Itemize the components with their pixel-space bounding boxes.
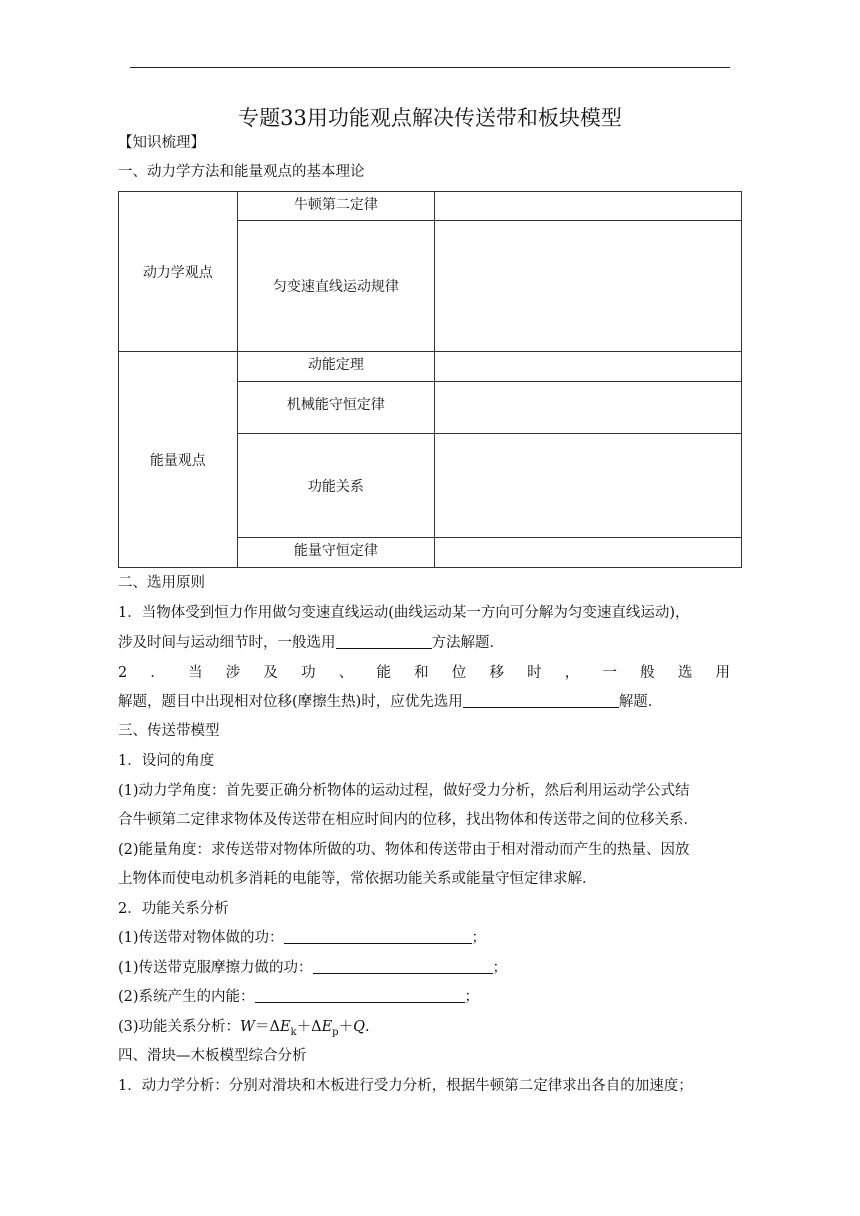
justified-token: 用 (715, 665, 730, 681)
row-label: 牛顿第二定律 (237, 192, 434, 221)
justified-token: 移 (489, 665, 504, 681)
row-label: 功能关系 (237, 434, 434, 538)
row-label: 动能定理 (237, 352, 434, 382)
row-blank-cell (435, 434, 742, 538)
row-blank-cell (435, 352, 742, 382)
fill-line (118, 987, 479, 1007)
symbol-e: E (321, 1019, 333, 1035)
formula-line (118, 1017, 370, 1043)
paragraph-line: 上物体而使电动机多消耗的电能等，常依据功能关系或能量守恒定律求解． (118, 871, 597, 887)
header-rule (130, 67, 730, 68)
subscript: p (332, 1026, 339, 1038)
symbol-w: W (240, 1019, 255, 1035)
subscript: k (290, 1026, 297, 1038)
text: ； (492, 960, 508, 976)
fill-blank (313, 958, 493, 974)
justified-token: 时 (527, 665, 542, 681)
fill-blank (463, 692, 619, 708)
text: ＝Δ (254, 1019, 280, 1035)
paragraph-line: 1．动力学分析：分别对滑块和木板进行受力分析，根据牛顿第二定律求出各自的加速度； (118, 1078, 693, 1094)
row-blank-cell (435, 192, 742, 221)
row-label: 能量守恒定律 (237, 538, 434, 568)
text: 涉及时间与运动细节时，一般选用 (118, 635, 336, 651)
fill-line (118, 958, 507, 978)
row-blank-cell (435, 382, 742, 434)
justified-token: 和 (414, 665, 429, 681)
row-label: 匀变速直线运动规律 (237, 221, 434, 352)
justified-token: 般 (640, 665, 655, 681)
text: ； (471, 930, 487, 946)
justified-token: 当 (188, 665, 203, 681)
principle1-line2 (118, 633, 504, 653)
paragraph-line: (2)能量角度：求传送带对物体所做的功、物体和传送带由于相对滑动而产生的热量、因放 (118, 842, 690, 858)
section1-heading: 一、动力学方法和能量观点的基本理论 (118, 164, 365, 180)
text: 解题． (618, 694, 663, 710)
principle1-line1: 1．当物体受到恒力作用做匀变速直线运动(曲线运动某一方向可分解为匀变速直线运动)， (118, 605, 690, 621)
fill-blank (284, 928, 472, 944)
section4-heading: 四、滑块—木板模型综合分析 (118, 1048, 307, 1064)
justified-token: 位 (451, 665, 467, 681)
justified-token: ． (150, 665, 165, 681)
principle2-line1 (118, 663, 730, 683)
principle2-line2 (118, 692, 662, 712)
text: ＋ (338, 1019, 354, 1035)
text: . (364, 1019, 370, 1035)
justified-token: 、 (338, 665, 354, 681)
justified-token: 一 (602, 665, 617, 681)
text: (1)传送带克服摩擦力做的功： (118, 960, 313, 976)
paragraph-line: (1)动力学角度：首先要正确分析物体的运动过程，做好受力分析，然后利用运动学公式结 (118, 783, 690, 799)
symbol-q: Q (353, 1019, 365, 1035)
row-label: 机械能守恒定律 (237, 382, 434, 434)
page-title: 专题33用功能观点解决传送带和板块模型 (238, 106, 622, 130)
section2-heading: 二、选用原则 (118, 575, 205, 591)
row-blank-cell (435, 221, 742, 352)
subheading: 2．功能关系分析 (118, 901, 229, 917)
justified-token: 能 (376, 665, 391, 681)
justified-token: 功 (301, 665, 316, 681)
fill-blank (255, 987, 465, 1003)
section3-heading: 三、传送带模型 (118, 723, 220, 739)
justified-token: 及 (263, 665, 278, 681)
text: 解题，题目中出现相对位移(摩擦生热)时，应优先选用 (118, 694, 463, 710)
justified-token: ， (564, 665, 580, 681)
symbol-e: E (279, 1019, 291, 1035)
group-energy: 能量观点 (119, 352, 238, 568)
paragraph-line: 合牛顿第二定律求物体及传送带在相应时间内的位移，找出物体和传送带之间的位移关系． (118, 812, 698, 828)
row-blank-cell (435, 538, 742, 568)
fill-blank (336, 633, 432, 649)
fill-line (118, 928, 486, 948)
text: 方法解题． (431, 635, 504, 651)
text: ＋Δ (296, 1019, 322, 1035)
subheading: 1．设问的角度 (118, 753, 215, 769)
theory-table (118, 191, 742, 568)
justified-token: 2 (118, 665, 128, 681)
justified-token: 选 (677, 665, 693, 681)
text: (3)功能关系分析： (118, 1019, 241, 1035)
group-dynamics: 动力学观点 (119, 192, 238, 352)
knowledge-tag: 【知识梳理】 (118, 135, 205, 151)
justified-token: 涉 (225, 665, 241, 681)
text: (2)系统产生的内能： (118, 989, 255, 1005)
text: ； (464, 989, 480, 1005)
text: (1)传送带对物体做的功： (118, 930, 284, 946)
